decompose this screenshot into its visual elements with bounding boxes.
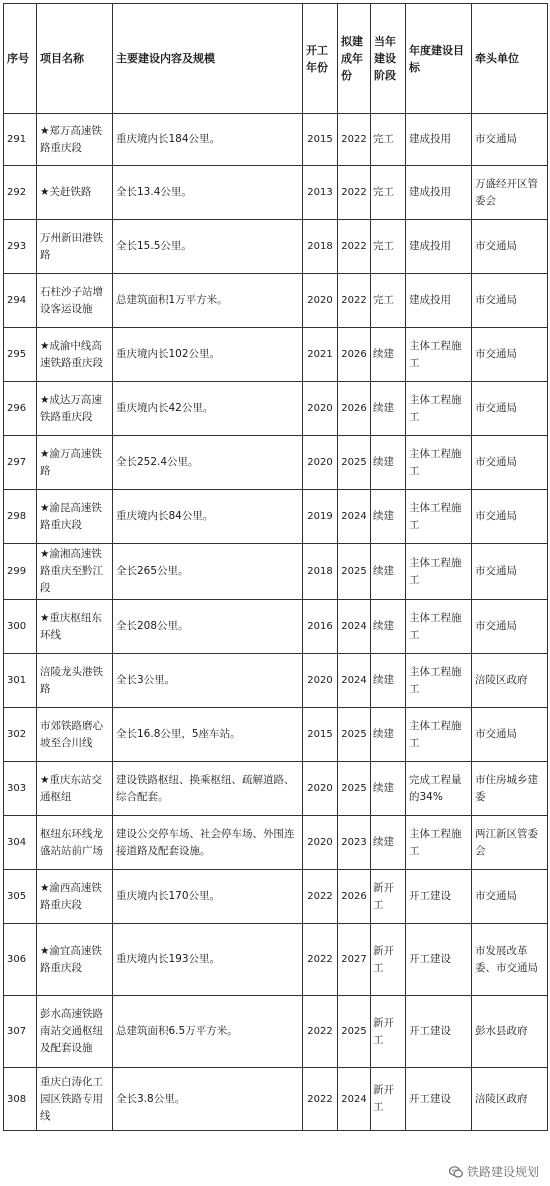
- cell-target: 主体工程施工: [406, 328, 472, 382]
- cell-project-name: ★成达万高速铁路重庆段: [37, 382, 113, 436]
- header-seq: 序号: [4, 4, 37, 114]
- cell-project-name: 万州新田港铁路: [37, 220, 113, 274]
- cell-project-name: 市郊铁路磨心坡至合川线: [37, 708, 113, 762]
- cell-target: 主体工程施工: [406, 382, 472, 436]
- cell-seq: 306: [4, 924, 37, 996]
- cell-project-name: ★渝湘高速铁路重庆至黔江段: [37, 544, 113, 600]
- table-row: [4, 996, 548, 1068]
- cell-lead-unit: 市交通局: [472, 544, 548, 600]
- cell-seq: 292: [4, 166, 37, 220]
- cell-project-name: ★郑万高速铁路重庆段: [37, 114, 113, 166]
- cell-stage: 续建: [371, 490, 406, 544]
- cell-stage: 新开工: [371, 1068, 406, 1131]
- cell-content: 全长208公里。: [113, 600, 303, 654]
- cell-finish-year: 2025: [338, 762, 371, 816]
- cell-lead-unit: 市交通局: [472, 708, 548, 762]
- table-row: [4, 382, 548, 436]
- header-start-year: 开工年份: [303, 4, 338, 114]
- table-row: [4, 600, 548, 654]
- table-row: [4, 436, 548, 490]
- cell-content: 建设铁路枢纽、换乘枢纽、疏解道路、综合配套。: [113, 762, 303, 816]
- cell-lead-unit: 市交通局: [472, 490, 548, 544]
- cell-content: 全长3.8公里。: [113, 1068, 303, 1131]
- cell-content: 全长3公里。: [113, 654, 303, 708]
- cell-project-name: 重庆白涛化工园区铁路专用线: [37, 1068, 113, 1131]
- cell-finish-year: 2025: [338, 544, 371, 600]
- header-name: 项目名称: [37, 4, 113, 114]
- table-row: [4, 166, 548, 220]
- cell-start-year: 2020: [303, 654, 338, 708]
- cell-start-year: 2018: [303, 220, 338, 274]
- cell-finish-year: 2022: [338, 274, 371, 328]
- cell-lead-unit: 涪陵区政府: [472, 1068, 548, 1131]
- cell-target: 建成投用: [406, 274, 472, 328]
- project-table: [3, 3, 548, 1131]
- table-row: [4, 924, 548, 996]
- cell-project-name: ★渝宜高速铁路重庆段: [37, 924, 113, 996]
- watermark: [446, 1162, 542, 1181]
- cell-project-name: ★重庆东站交通枢纽: [37, 762, 113, 816]
- cell-content: 建设公交停车场、社会停车场、外围连接道路及配套设施。: [113, 816, 303, 870]
- cell-lead-unit: 两江新区管委会: [472, 816, 548, 870]
- cell-target: 开工建设: [406, 870, 472, 924]
- cell-stage: 完工: [371, 114, 406, 166]
- cell-content: 全长15.5公里。: [113, 220, 303, 274]
- cell-start-year: 2019: [303, 490, 338, 544]
- cell-lead-unit: 涪陵区政府: [472, 654, 548, 708]
- cell-seq: 293: [4, 220, 37, 274]
- cell-lead-unit: 市住房城乡建委: [472, 762, 548, 816]
- cell-target: 主体工程施工: [406, 600, 472, 654]
- cell-stage: 新开工: [371, 996, 406, 1068]
- cell-finish-year: 2025: [338, 996, 371, 1068]
- watermark-text: 铁路建设规划: [466, 1165, 539, 1179]
- cell-seq: 291: [4, 114, 37, 166]
- cell-seq: 305: [4, 870, 37, 924]
- cell-lead-unit: 市发展改革委、市交通局: [472, 924, 548, 996]
- cell-content: 全长265公里。: [113, 544, 303, 600]
- cell-content: 重庆境内长170公里。: [113, 870, 303, 924]
- cell-lead-unit: 彭水县政府: [472, 996, 548, 1068]
- cell-content: 重庆境内长42公里。: [113, 382, 303, 436]
- cell-start-year: 2020: [303, 762, 338, 816]
- cell-stage: 续建: [371, 762, 406, 816]
- table-row: [4, 274, 548, 328]
- cell-target: 建成投用: [406, 166, 472, 220]
- cell-content: 重庆境内长184公里。: [113, 114, 303, 166]
- table-row: [4, 328, 548, 382]
- cell-seq: 304: [4, 816, 37, 870]
- cell-finish-year: 2026: [338, 328, 371, 382]
- table-row: [4, 816, 548, 870]
- cell-project-name: ★渝西高速铁路重庆段: [37, 870, 113, 924]
- cell-content: 重庆境内长102公里。: [113, 328, 303, 382]
- cell-start-year: 2020: [303, 816, 338, 870]
- cell-finish-year: 2025: [338, 436, 371, 490]
- cell-target: 建成投用: [406, 114, 472, 166]
- cell-target: 主体工程施工: [406, 816, 472, 870]
- cell-project-name: 石柱沙子站增设客运设施: [37, 274, 113, 328]
- cell-start-year: 2013: [303, 166, 338, 220]
- table-row: [4, 544, 548, 600]
- cell-content: 总建筑面积6.5万平方米。: [113, 996, 303, 1068]
- table-row: [4, 708, 548, 762]
- cell-target: 主体工程施工: [406, 544, 472, 600]
- cell-lead-unit: 万盛经开区管委会: [472, 166, 548, 220]
- cell-start-year: 2018: [303, 544, 338, 600]
- cell-project-name: ★渝万高速铁路: [37, 436, 113, 490]
- cell-finish-year: 2027: [338, 924, 371, 996]
- cell-seq: 303: [4, 762, 37, 816]
- header-finish-year: 拟建成年份: [338, 4, 371, 114]
- cell-target: 主体工程施工: [406, 654, 472, 708]
- cell-stage: 续建: [371, 436, 406, 490]
- cell-finish-year: 2024: [338, 600, 371, 654]
- cell-lead-unit: 市交通局: [472, 436, 548, 490]
- table-row: [4, 762, 548, 816]
- cell-start-year: 2022: [303, 870, 338, 924]
- cell-lead-unit: 市交通局: [472, 220, 548, 274]
- cell-start-year: 2015: [303, 708, 338, 762]
- cell-start-year: 2022: [303, 996, 338, 1068]
- table-row: [4, 220, 548, 274]
- cell-target: 主体工程施工: [406, 436, 472, 490]
- cell-start-year: 2020: [303, 382, 338, 436]
- header-content: 主要建设内容及规模: [113, 4, 303, 114]
- table-row: [4, 490, 548, 544]
- cell-start-year: 2022: [303, 924, 338, 996]
- cell-finish-year: 2024: [338, 490, 371, 544]
- cell-target: 建成投用: [406, 220, 472, 274]
- cell-finish-year: 2025: [338, 708, 371, 762]
- cell-start-year: 2022: [303, 1068, 338, 1131]
- cell-finish-year: 2026: [338, 382, 371, 436]
- cell-stage: 续建: [371, 816, 406, 870]
- header-lead-unit: 牵头单位: [472, 4, 548, 114]
- cell-finish-year: 2022: [338, 166, 371, 220]
- cell-start-year: 2021: [303, 328, 338, 382]
- cell-start-year: 2020: [303, 274, 338, 328]
- cell-stage: 续建: [371, 382, 406, 436]
- cell-finish-year: 2023: [338, 816, 371, 870]
- table-row: [4, 1068, 548, 1131]
- cell-content: 全长16.8公里，5座车站。: [113, 708, 303, 762]
- cell-seq: 301: [4, 654, 37, 708]
- cell-stage: 续建: [371, 600, 406, 654]
- cell-start-year: 2016: [303, 600, 338, 654]
- cell-seq: 294: [4, 274, 37, 328]
- cell-content: 全长252.4公里。: [113, 436, 303, 490]
- cell-seq: 307: [4, 996, 37, 1068]
- table-row: [4, 114, 548, 166]
- cell-target: 开工建设: [406, 1068, 472, 1131]
- cell-content: 总建筑面积1万平方米。: [113, 274, 303, 328]
- cell-stage: 新开工: [371, 870, 406, 924]
- cell-lead-unit: 市交通局: [472, 870, 548, 924]
- header-target: 年度建设目标: [406, 4, 472, 114]
- wechat-icon: [449, 1165, 463, 1179]
- cell-seq: 298: [4, 490, 37, 544]
- cell-project-name: ★成渝中线高速铁路重庆段: [37, 328, 113, 382]
- cell-stage: 完工: [371, 274, 406, 328]
- cell-seq: 297: [4, 436, 37, 490]
- table-row: [4, 870, 548, 924]
- cell-seq: 299: [4, 544, 37, 600]
- table-header-row: [4, 4, 548, 114]
- cell-project-name: ★渝昆高速铁路重庆段: [37, 490, 113, 544]
- cell-seq: 295: [4, 328, 37, 382]
- cell-project-name: 彭水高速铁路南站交通枢纽及配套设施: [37, 996, 113, 1068]
- cell-project-name: ★重庆枢纽东环线: [37, 600, 113, 654]
- header-stage: 当年建设阶段: [371, 4, 406, 114]
- cell-stage: 续建: [371, 654, 406, 708]
- cell-lead-unit: 市交通局: [472, 382, 548, 436]
- cell-stage: 续建: [371, 544, 406, 600]
- cell-seq: 308: [4, 1068, 37, 1131]
- cell-seq: 302: [4, 708, 37, 762]
- cell-project-name: ★关赶铁路: [37, 166, 113, 220]
- cell-content: 重庆境内长84公里。: [113, 490, 303, 544]
- cell-content: 全长13.4公里。: [113, 166, 303, 220]
- cell-seq: 300: [4, 600, 37, 654]
- cell-stage: 续建: [371, 708, 406, 762]
- cell-start-year: 2020: [303, 436, 338, 490]
- cell-stage: 完工: [371, 166, 406, 220]
- cell-project-name: 枢纽东环线龙盛站站前广场: [37, 816, 113, 870]
- cell-seq: 296: [4, 382, 37, 436]
- cell-lead-unit: 市交通局: [472, 114, 548, 166]
- cell-start-year: 2015: [303, 114, 338, 166]
- cell-project-name: 涪陵龙头港铁路: [37, 654, 113, 708]
- cell-finish-year: 2022: [338, 114, 371, 166]
- cell-target: 开工建设: [406, 996, 472, 1068]
- table-row: [4, 654, 548, 708]
- cell-lead-unit: 市交通局: [472, 600, 548, 654]
- cell-stage: 完工: [371, 220, 406, 274]
- cell-finish-year: 2024: [338, 654, 371, 708]
- cell-stage: 续建: [371, 328, 406, 382]
- cell-target: 主体工程施工: [406, 708, 472, 762]
- cell-finish-year: 2022: [338, 220, 371, 274]
- cell-target: 主体工程施工: [406, 490, 472, 544]
- cell-finish-year: 2026: [338, 870, 371, 924]
- cell-lead-unit: 市交通局: [472, 274, 548, 328]
- cell-target: 完成工程量的34%: [406, 762, 472, 816]
- cell-finish-year: 2024: [338, 1068, 371, 1131]
- cell-content: 重庆境内长193公里。: [113, 924, 303, 996]
- cell-target: 开工建设: [406, 924, 472, 996]
- cell-lead-unit: 市交通局: [472, 328, 548, 382]
- cell-stage: 新开工: [371, 924, 406, 996]
